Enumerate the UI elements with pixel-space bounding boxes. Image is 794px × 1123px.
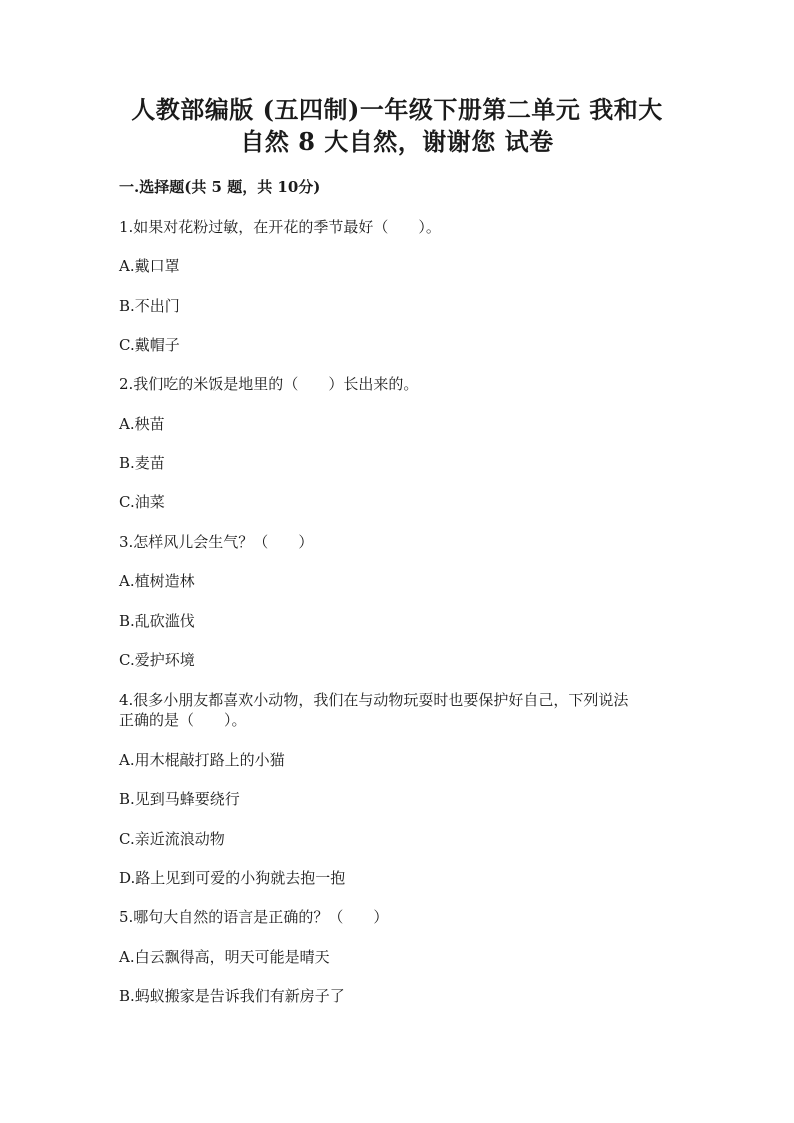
question-4-option-a: A.用木棍敲打路上的小猫 [119,751,285,769]
question-3-stem: 3.怎样风儿会生气？（ ） [119,533,314,551]
question-1-option-a: A.戴口罩 [119,257,180,275]
title-line-1: 人教部编版 (五四制)一年级下册第二单元 我和大 [131,95,663,124]
question-1-stem: 1.如果对花粉过敏，在开花的季节最好（ ）。 [119,218,441,236]
question-5-stem: 5.哪句大自然的语言是正确的？（ ） [119,908,389,926]
question-2-option-b: B.麦苗 [119,454,165,472]
question-4-option-b: B.见到马蜂要绕行 [119,790,240,808]
title-line-2: 自然 8 大自然，谢谢您 试卷 [240,127,554,156]
question-2-stem: 2.我们吃的米饭是地里的（ ）长出来的。 [119,375,419,393]
question-5-option-a: A.白云飘得高，明天可能是晴天 [119,948,330,966]
question-3-option-a: A.植树造林 [119,572,195,590]
question-1-option-b: B.不出门 [119,297,180,315]
question-3-option-b: B.乱砍滥伐 [119,612,195,630]
question-2-option-c: C.油菜 [119,493,165,511]
question-1-option-c: C.戴帽子 [119,336,180,354]
question-4-option-d: D.路上见到可爱的小狗就去抱一抱 [119,869,346,887]
page-title [100,94,694,158]
question-4-stem-line-2: 正确的是（ ）。 [119,711,247,729]
question-5-option-b: B.蚂蚁搬家是告诉我们有新房子了 [119,987,345,1005]
question-2-option-a: A.秧苗 [119,415,165,433]
question-4-stem-line-1: 4.很多小朋友都喜欢小动物，我们在与动物玩耍时也要保护好自己，下列说法 [119,691,629,709]
section-heading: 一.选择题(共 5 题，共 10分) [119,178,321,196]
question-3-option-c: C.爱护环境 [119,651,195,669]
question-4-option-c: C.亲近流浪动物 [119,830,225,848]
